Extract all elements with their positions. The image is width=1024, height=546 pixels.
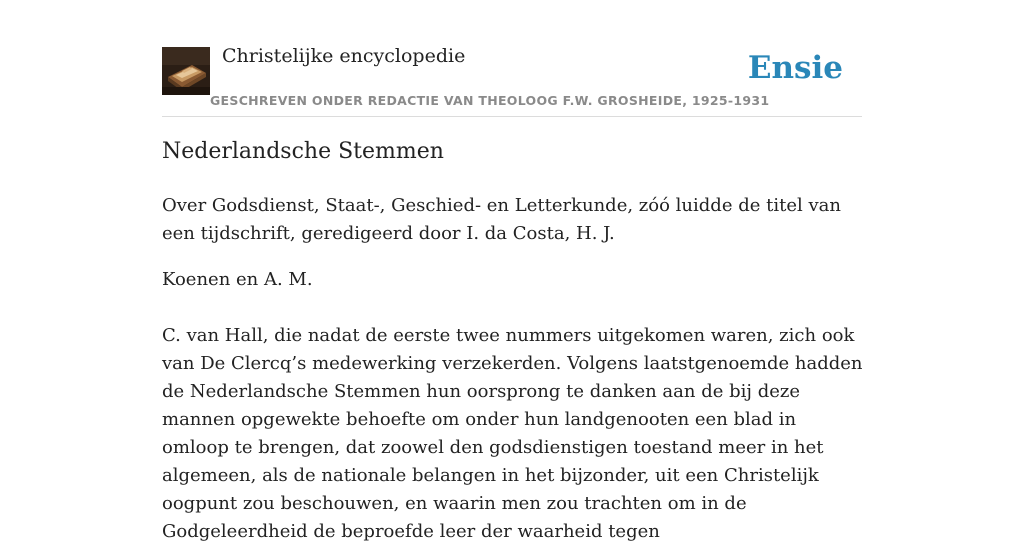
site-title[interactable]: Christelijke encyclopedie <box>222 45 466 67</box>
article-paragraph-2: Koenen en A. M. <box>162 269 313 290</box>
encyclopedia-avatar[interactable] <box>162 47 210 95</box>
site-subtitle: GESCHREVEN ONDER REDACTIE VAN THEOLOOG F.W. GROSHEIDE, 1925-1931 <box>210 93 770 108</box>
article-title: Nederlandsche Stemmen <box>162 139 444 164</box>
page-container <box>162 0 863 542</box>
article-paragraph-3: C. van Hall, die nadat de eerste twee nummers uitgekomen waren, zich ook van De Clercq’s medewerking verzekerden. Volgens laatstgenoemde hadden de Nederlandsche Stemmen hun oorsprong te danken aan de bij deze mannen opgewekte behoefte om onder hun landgenooten een blad in omloop te brengen, dat zoowel den godsdienstigen toestand meer in het algemeen, als de nationale belangen in het bijzonder, uit een Christelijk oogpunt zou beschouwen, en waarin men zou trachten om in de Godgeleerdheid de beproefde leer der waarheid tegen <box>162 325 863 542</box>
article-paragraph-1: Over Godsdienst, Staat-, Geschied- en Letterkunde, zóó luidde de titel van een tijdschrift, geredigeerd door I. da Costa, H. J. <box>162 195 841 244</box>
book-image-icon <box>162 47 210 95</box>
brand-logo-link[interactable]: Ensie <box>747 50 843 86</box>
site-header <box>162 0 862 117</box>
